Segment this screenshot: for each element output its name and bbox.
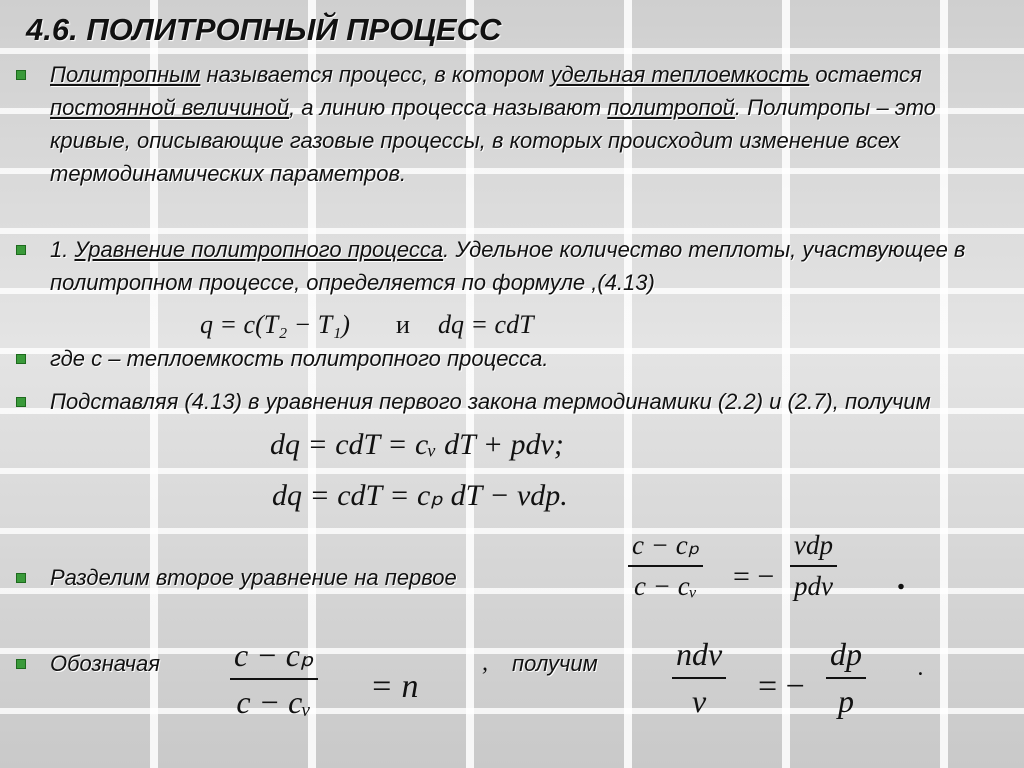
fraction-numerator: ndv bbox=[676, 636, 723, 672]
fraction-numerator: c − cₚ bbox=[632, 530, 700, 560]
and-word: и bbox=[396, 310, 410, 339]
comma: , bbox=[482, 650, 488, 676]
equals-n: = n bbox=[370, 668, 419, 705]
bullet-6 bbox=[16, 659, 26, 669]
text: остается bbox=[809, 62, 922, 87]
text: , а линию процесса называют bbox=[289, 95, 608, 120]
bullet-1 bbox=[16, 70, 26, 80]
text: называется процесс, в котором bbox=[200, 62, 551, 87]
equals-minus: = − bbox=[733, 560, 775, 593]
paragraph-get: получим bbox=[512, 651, 598, 676]
fraction-bar bbox=[628, 565, 703, 567]
fraction-dp-p bbox=[826, 636, 866, 720]
text: . Политропы – это кривые, описывающие газовые процессы, в которых происходит изменение всех термодинамических параметров. bbox=[50, 95, 936, 186]
paragraph-equation bbox=[50, 233, 984, 299]
text: . Удельное количество теплоты, участвующее в политропном процессе, определяется по формуле ,(4.13) bbox=[50, 237, 966, 295]
slide-title: 4.6. ПОЛИТРОПНЫЙ ПРОЦЕСС bbox=[26, 12, 502, 47]
bullet-5 bbox=[16, 573, 26, 583]
term-specific-heat: удельная теплоемкость bbox=[550, 62, 810, 87]
fraction-bar bbox=[230, 678, 318, 680]
text: 1. bbox=[50, 237, 75, 262]
fraction-bar bbox=[826, 677, 866, 679]
paragraph-substitution: Подставляя (4.13) в уравнения первого закона термодинамики (2.2) и (2.7), получим bbox=[50, 389, 931, 414]
fraction-denominator: c − cᵥ bbox=[236, 683, 312, 720]
fraction-bar bbox=[672, 677, 726, 679]
fraction-denominator: p bbox=[838, 682, 854, 719]
bullet-3 bbox=[16, 354, 26, 364]
term-equation: Уравнение политропного процесса bbox=[74, 237, 444, 262]
period: . bbox=[898, 560, 907, 597]
fraction-numerator: dp bbox=[830, 636, 862, 672]
fraction-vdp-pdv bbox=[790, 530, 837, 602]
term-polytrope: политропой bbox=[607, 95, 735, 120]
bullet-2 bbox=[16, 245, 26, 255]
fraction-ndv-v bbox=[672, 636, 726, 720]
fraction-denominator: v bbox=[692, 682, 707, 719]
fraction-numerator: c − cₚ bbox=[234, 637, 314, 673]
period-2: . bbox=[918, 655, 924, 681]
paragraph-c-definition: где c – теплоемкость политропного процесса. bbox=[50, 346, 549, 371]
equals-minus-2: = − bbox=[758, 668, 805, 705]
term-constant: постоянной величиной bbox=[50, 95, 290, 120]
fraction-numerator: vdp bbox=[794, 530, 833, 560]
equation-1: dq = cdT = cᵥ dT + pdv; bbox=[270, 428, 564, 461]
formula-dq: dq = cdT bbox=[438, 310, 534, 339]
paragraph-definition bbox=[50, 58, 994, 190]
bullet-4 bbox=[16, 397, 26, 407]
term-polytropic: Политропным bbox=[50, 62, 201, 87]
formula-q bbox=[200, 310, 350, 340]
fraction-denominator: pdv bbox=[794, 570, 833, 601]
fraction-bar bbox=[790, 565, 837, 567]
fraction-heat-ratio-2 bbox=[230, 636, 318, 721]
paragraph-divide: Разделим второе уравнение на первое bbox=[50, 565, 457, 590]
equation-2: dq = cdT = cₚ dT − vdp. bbox=[272, 479, 568, 512]
fraction-denominator: c − cᵥ bbox=[634, 570, 698, 601]
fraction-heat-ratio-1 bbox=[628, 530, 703, 602]
formula-q-text: q = c(T₂ − T₁) bbox=[200, 310, 350, 339]
paragraph-denoting: Обозначая bbox=[50, 651, 160, 676]
